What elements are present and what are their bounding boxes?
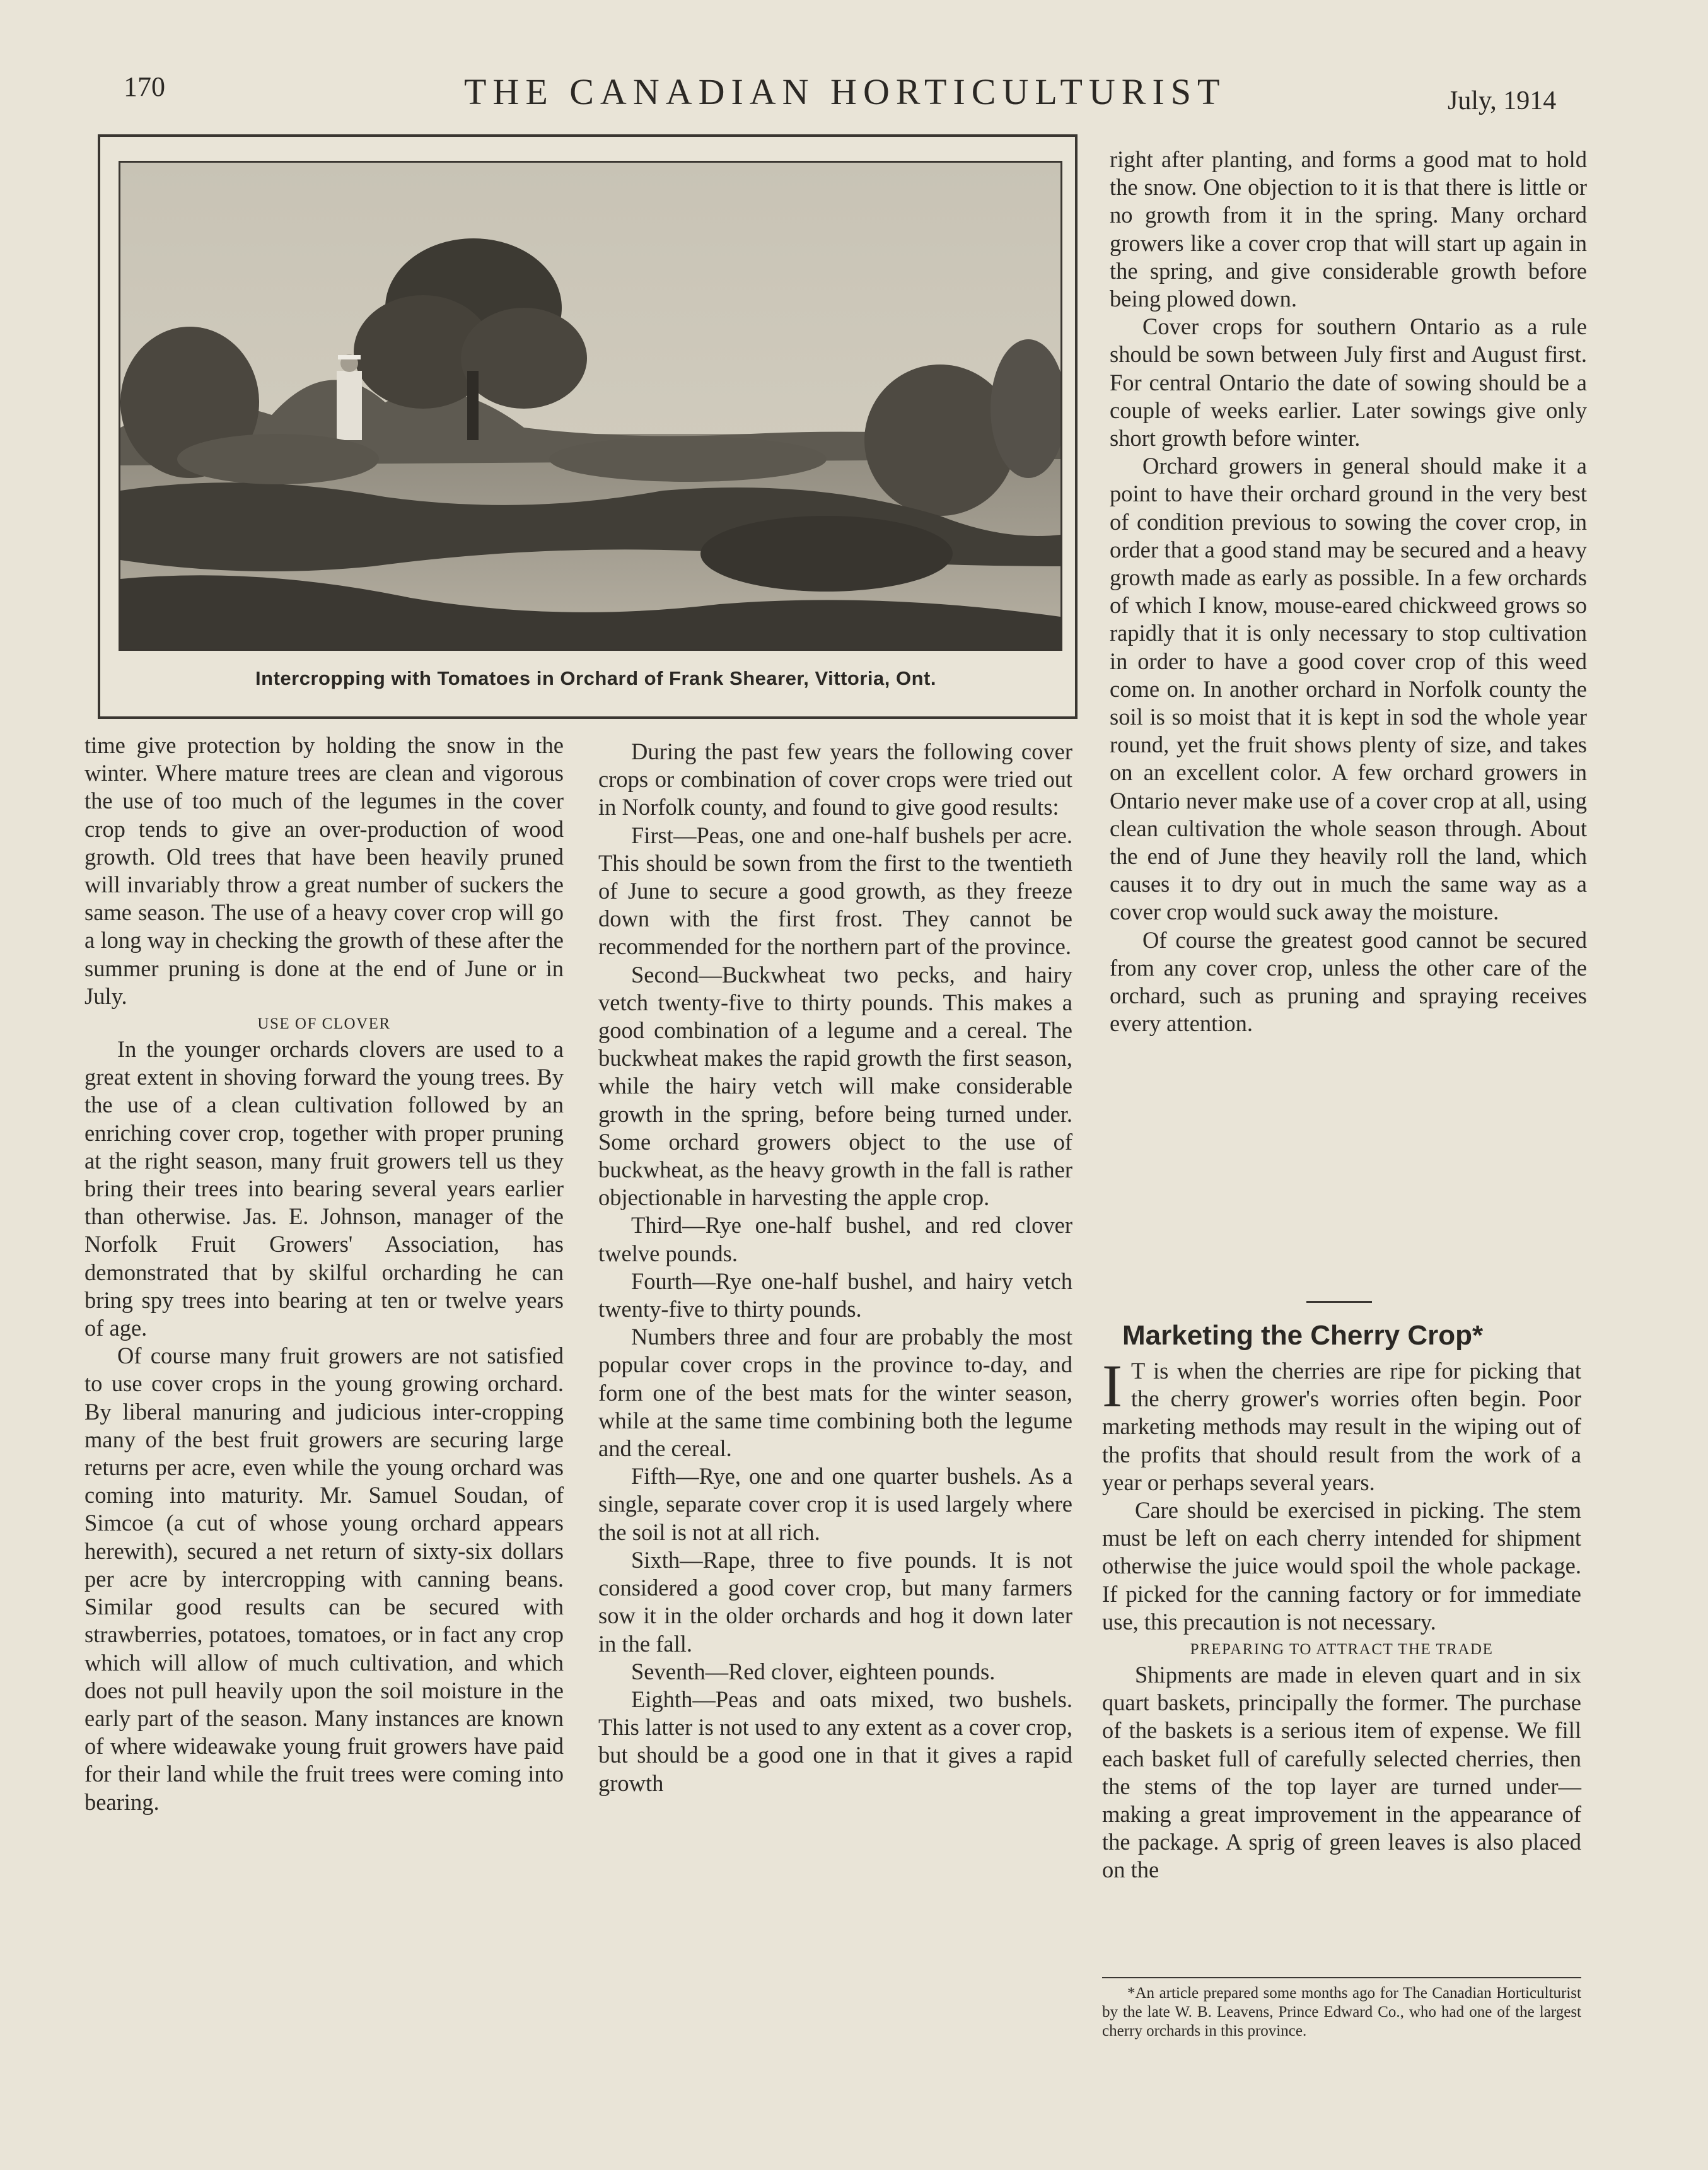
orchard-photo — [119, 161, 1062, 651]
section-heading-preparing: PREPARING TO ATTRACT THE TRADE — [1190, 1641, 1494, 1659]
paragraph: right after planting, and forms a good mat to hold the snow. One objection to it is that there is little or no growth from it in the spring. Many orchard growers like a cover crop that will start up again in the spring, and give considerable growth before being plowed down. — [1110, 146, 1587, 312]
article-title: Marketing the Cherry Crop* — [1122, 1320, 1484, 1351]
orchard-photo-image — [120, 163, 1060, 649]
paragraph: First—Peas, one and one-half bushels per acre. This should be sown from the first to the twentieth of June to secure a good growth, as they freeze down with the first frost. They cannot be recommended for the northern part of the province. — [598, 822, 1072, 960]
paragraph: Of course the greatest good cannot be secured from any cover crop, unless the other care of the orchard, such as pruning and spraying receives every attention. — [1110, 926, 1587, 1037]
paragraph: Second—Buckwheat two pecks, and hairy vetch twenty-five to thirty pounds. This makes a good combination of a legume and a cereal. The buckwheat makes the rapid growth the first season, while the hairy vetch will make considerable growth in the spring, before being turned under. Some orchard growers object to the use of buckwheat, as the heavy growth in the fall is rather objectionable in harvesting the apple crop. — [598, 961, 1072, 1211]
paragraph: Cover crops for southern Ontario as a rule should be sown between July first and August first. For central Ontario the date of sowing should be a couple of weeks earlier. Later sowings give only short growth before winter. — [1110, 313, 1587, 452]
paragraph: time give protection by holding the snow in the winter. Where mature trees are clean and vigorous the use of too much of the legumes in the cover crop tends to give an over-production of wood growth. Old trees that have been heavily pruned will invariably throw a great number of suckers the same season. The use of a heavy cover crop will go a long way in checking the growth of these after the summer pruning is done at the end of June or in July. — [84, 732, 564, 1009]
paragraph: Seventh—Red clover, eighteen pounds. — [631, 1658, 996, 1684]
section-divider — [1306, 1301, 1372, 1303]
column-right-cherry-article — [1102, 1352, 1581, 1884]
paragraph: Third—Rye one-half bushel, and red clover twelve pounds. — [598, 1212, 1072, 1266]
paragraph: Sixth—Rape, three to five pounds. It is not considered a good cover crop, but many farmers sow it in the older orchards and hog it down later in the fall. — [598, 1546, 1072, 1657]
paragraph: Numbers three and four are probably the most popular cover crops in the province to-day, and form one of the best mats for the winter season, while at the same time combining both the legume and the cereal. — [598, 1324, 1072, 1462]
paragraph: Fourth—Rye one-half bushel, and hairy vetch twenty-five to thirty pounds. — [598, 1268, 1072, 1322]
paragraph: During the past few years the following cover crops or combination of cover crops were tried out in Norfolk county, and found to give good results: — [598, 738, 1072, 820]
section-heading-use-of-clover: USE OF CLOVER — [257, 1015, 391, 1033]
page-number: 170 — [124, 71, 165, 102]
footnote-text: *An article prepared some months ago for The Canadian Horticulturist by the late W. B. Leavens, Prince Edward Co., who had one of the largest cherry orchards in this province. — [1102, 1985, 1581, 2039]
paragraph: Orchard growers in general should make it a point to have their orchard ground in the very best of condition previous to sowing the cover crop, in order that a good stand may be secured and a heavy growth made as early as possible. In a few orchards of which I know, mouse-eared chickweed grows so rapidly that it is only necessary to stop cultivation in order to have a good cover crop of this weed come on. In another orchard in Norfolk county the soil is so moist that it is kept in sod the whole year round, yet the fruit shows plenty of size, and takes on an excellent color. A few orchard growers in Ontario never make use of a cover crop at all, using clean cultivation the whole season through. About the end of June they heavily roll the land, which causes it to dry out in much the same way as a cover crop would suck away the moisture. — [1110, 453, 1587, 925]
column-right-top — [1110, 146, 1587, 1038]
paragraph: Fifth—Rye, one and one quarter bushels. As a single, separate cover crop it is used largely where the soil is not at all rich. — [598, 1463, 1072, 1545]
paragraph: Eighth—Peas and oats mixed, two bushels. This latter is not used to any extent as a cover crop, but should be a good one in that it gives a rapid growth — [598, 1686, 1072, 1796]
drop-cap: I — [1102, 1352, 1122, 1420]
photo-caption: Intercropping with Tomatoes in Orchard of Frank Shearer, Vittoria, Ont. — [255, 667, 936, 689]
paragraph: Shipments are made in eleven quart and in six quart baskets, principally the former. The purchase of the baskets is a serious item of expense. We fill each basket full of carefully selected cherries, then the stems of the top layer are turned under—making a great improvement in the appearance of the package. A sprig of green leaves is also placed on the — [1102, 1662, 1581, 1883]
column-middle — [598, 738, 1072, 1797]
lead-paragraph — [1102, 1352, 1581, 1496]
lead-paragraph-text: T is when the cherries are ripe for picking that the cherry grower's worries often begin. Poor marketing methods may result in the wiping out of the profits that should result from the work of a year or perhaps several years. — [1102, 1358, 1581, 1495]
paragraph: Of course many fruit growers are not satisfied to use cover crops in the young growing orchard. By liberal manuring and judicious inter-cropping many of the best fruit growers are securing large returns per acre, even while the young orchard was coming into maturity. Mr. Samuel Soudan, of Simcoe (a cut of whose young orchard appears herewith), secured a net return of sixty-six dollars per acre by intercropping with canning beans. Similar good results can be secured with strawberries, potatoes, tomatoes, or in fact any crop which will allow of much cultivation, and which does not pull heavily upon the soil moisture in the early part of the season. Many instances are known of where wideawake young fruit growers have paid for their land while the fruit trees were coming into bearing. — [84, 1343, 564, 1815]
issue-date: July, 1914 — [1448, 86, 1557, 115]
paragraph: In the younger orchards clovers are used to a great extent in shoving forward the young trees. By the use of a clean cultivation followed by an enriching cover crop, together with proper pruning at the right season, many fruit growers tell us they bring their trees into bearing several years earlier than otherwise. Jas. E. Johnson, manager of the Norfolk Fruit Growers' Association, has demonstrated that by skilful orcharding he can bring spy trees into bearing at ten or twelve years of age. — [84, 1036, 564, 1341]
column-left — [84, 732, 564, 1816]
footnote-rule — [1102, 1977, 1581, 1978]
footnote — [1102, 1984, 1581, 2041]
publication-title: THE CANADIAN HORTICULTURIST — [464, 71, 1226, 112]
paragraph: Care should be exercised in picking. The stem must be left on each cherry intended for shipment otherwise the juice would spoil the whole package. If picked for the canning factory or for immediate use, this precaution is not necessary. — [1102, 1497, 1581, 1635]
